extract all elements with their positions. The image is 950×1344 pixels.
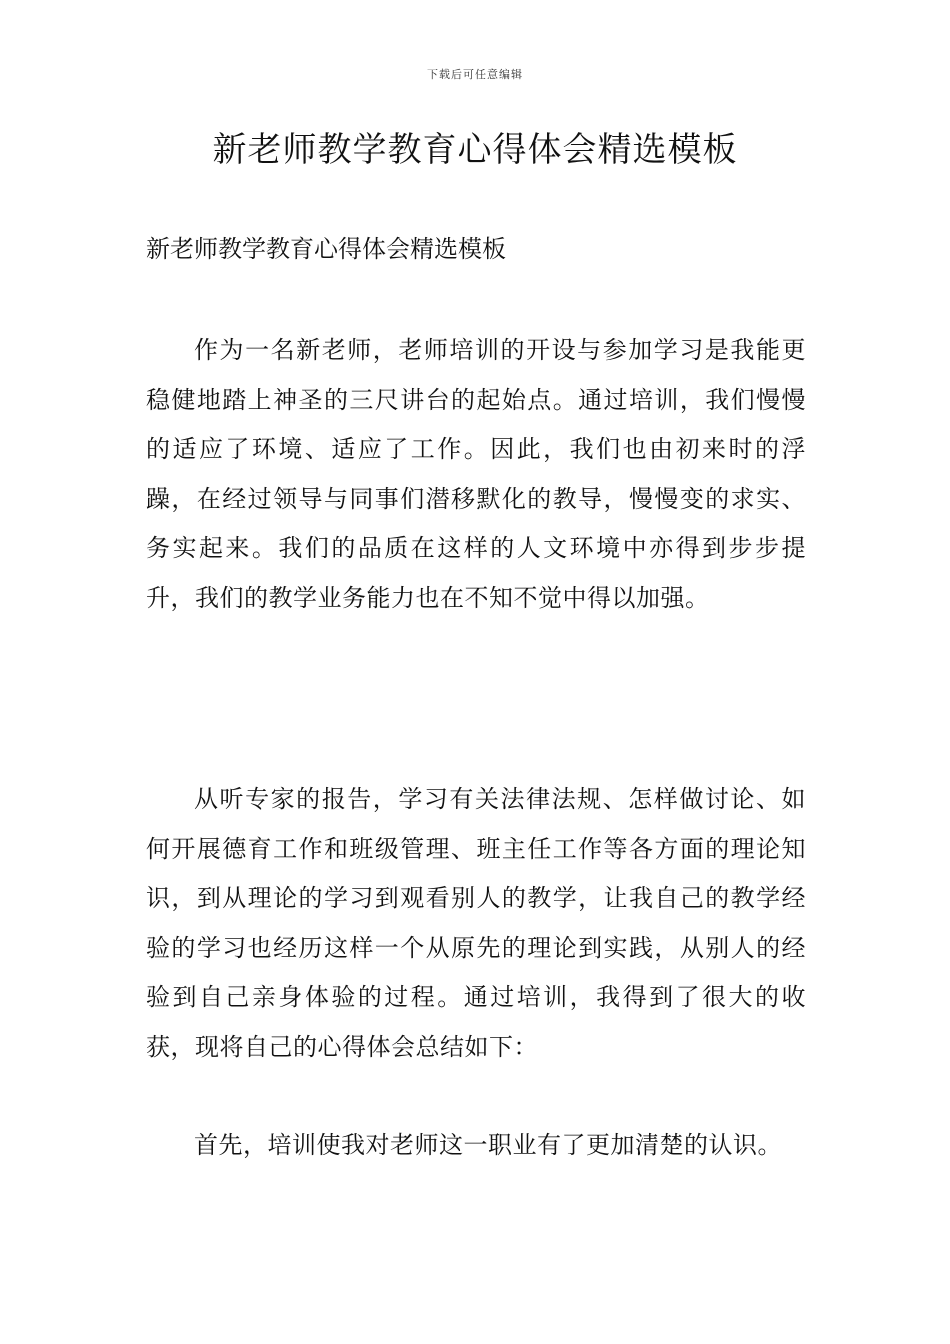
- document-subtitle: 新老师教学教育心得体会精选模板: [146, 235, 506, 263]
- paragraph-2: 从听专家的报告，学习有关法律法规、怎样做讨论、如何开展德育工作和班级管理、班主任工作等各方面的理论知识，到从理论的学习到观看别人的教学，让我自己的教学经验的学习也经历这样一个从原先的理论到实践，从别人的经验到自己亲身体验的过程。通过培训，我得到了很大的收获，现将自己的心得体会总结如下：: [146, 785, 806, 1061]
- header-note: 下载后可任意编辑: [427, 68, 523, 81]
- paragraph-1: 作为一名新老师，老师培训的开设与参加学习是我能更稳健地踏上神圣的三尺讲台的起始点。通过培训，我们慢慢的适应了环境、适应了工作。因此，我们也由初来时的浮躁，在经过领导与同事们潜移默化的教导，慢慢变的求实、务实起来。我们的品质在这样的人文环境中亦得到步步提升，我们的教学业务能力也在不知不觉中得以加强。: [146, 336, 806, 612]
- paragraph-3: 首先，培训使我对老师这一职业有了更加清楚的认识。: [194, 1131, 782, 1159]
- document-title: 新老师教学教育心得体会精选模板: [212, 130, 738, 170]
